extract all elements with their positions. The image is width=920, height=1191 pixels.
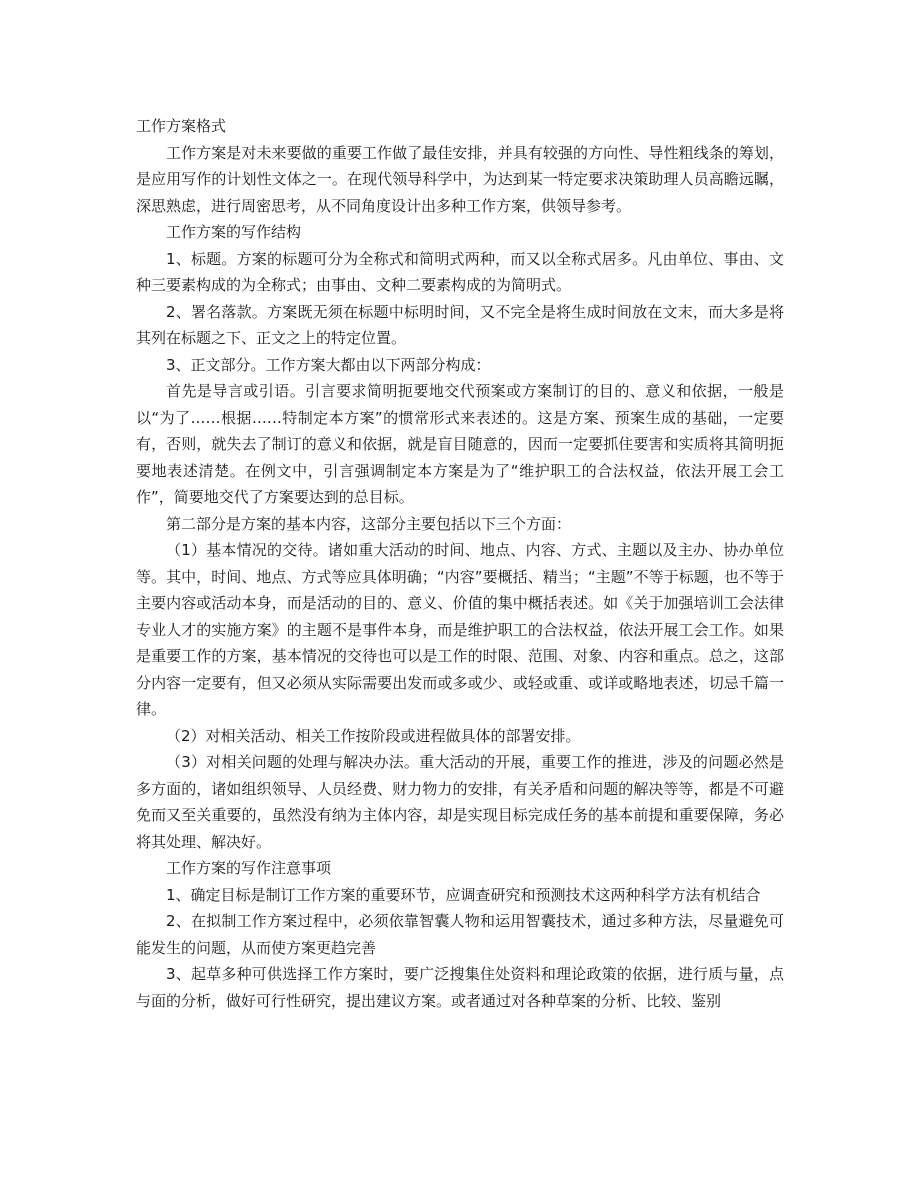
paragraph-item-1: （1）基本情况的交待。诸如重大活动的时间、地点、内容、方式、主题以及主办、协办单位等。其中，时间、地点、方式等应具体明确；“内容”要概括、精当；“主题”不等于标题，也不等于主要内容或活动本身，而是活动的目的、意义、价值的集中概括表述。如《关于加强培训工会法律专业人才的实施方案》的主题不是事件本身，而是维护职工的合法权益，依法开展工会工作。如果是重要工作的方案，基本情况的交待也可以是工作的时限、范围、对象、内容和重点。总之，这部分内容一定要有，但又必须从实际需要出发而或多或少、或轻或重、或详或略地表述，切忌千篇一律。 bbox=[136, 541, 784, 718]
paragraph-note-3: 3、起草多种可供选择工作方案时，要广泛搜集住处资料和理论政策的依据，进行质与量，点与面的分析，做好可行性研究，提出建议方案。或者通过对各种草案的分析、比较、鉴别 bbox=[136, 965, 784, 1010]
paragraph-preface: 首先是导言或引语。引言要求简明扼要地交代预案或方案制订的目的、意义和依据，一般是以“为了……根据……特制定本方案”的惯常形式来表述的。这是方案、预案生成的基础，一定要有，否则，就失去了制订的意义和依据，就是盲目随意的，因而一定要抓住要害和实质将其简明扼要地表述清楚。在例文中，引言强调制定本方案是为了“维护职工的合法权益，依法开展工会工作”，简要地交代了方案要达到的总目标。 bbox=[136, 382, 784, 506]
document-body bbox=[136, 113, 784, 1014]
paragraph-body-rule: 3、正文部分。工作方案大都由以下两部分构成： bbox=[166, 355, 491, 374]
paragraph-item-2: （2）对相关活动、相关工作按阶段或进程做具体的部署安排。 bbox=[166, 726, 581, 745]
paragraph-second-part: 第二部分是方案的基本内容，这部分主要包括以下三个方面： bbox=[166, 514, 572, 533]
paragraph-note-1: 1、确定目标是制订工作方案的重要环节，应调查研究和预测技术这两种科学方法有机结合 bbox=[166, 885, 761, 904]
section-heading-notes: 工作方案的写作注意事项 bbox=[166, 859, 332, 877]
paragraph-intro: 工作方案是对未来要做的重要工作做了最佳安排，并具有较强的方向性、导性粗线条的筹划，是应用写作的计划性文体之一。在现代领导科学中，为达到某一特定要求决策助理人员高瞻远瞩，深思熟虑，进行周密思考，从不同角度设计出多种工作方案，供领导参考。 bbox=[136, 143, 784, 215]
paragraph-note-2: 2、在拟制工作方案过程中，必须依靠智囊人物和运用智囊技术，通过多种方法，尽量避免可能发生的问题，从而使方案更趋完善 bbox=[136, 912, 784, 957]
document-title: 工作方案格式 bbox=[136, 117, 227, 135]
section-heading-structure: 工作方案的写作结构 bbox=[166, 223, 302, 241]
paragraph-item-3: （3）对相关问题的处理与解决办法。重大活动的开展，重要工作的推进，涉及的问题必然是多方面的，诸如组织领导、人员经费、财力物力的安排，有关矛盾和问题的解决等等，都是不可避免而又至关重要的，虽然没有纳为主体内容，却是实现目标完成任务的基本前提和重要保障，务必将其处理、解决好。 bbox=[136, 753, 784, 851]
paragraph-signature-rule: 2、署名落款。方案既无须在标题中标明时间，又不完全是将生成时间放在文末，而大多是将其列在标题之下、正文之上的特定位置。 bbox=[136, 302, 784, 347]
paragraph-title-rule: 1、标题。方案的标题可分为全称式和简明式两种，而又以全称式居多。凡由单位、事由、文种三要素构成的为全称式；由事由、文种二要素构成的为简明式。 bbox=[136, 249, 784, 294]
